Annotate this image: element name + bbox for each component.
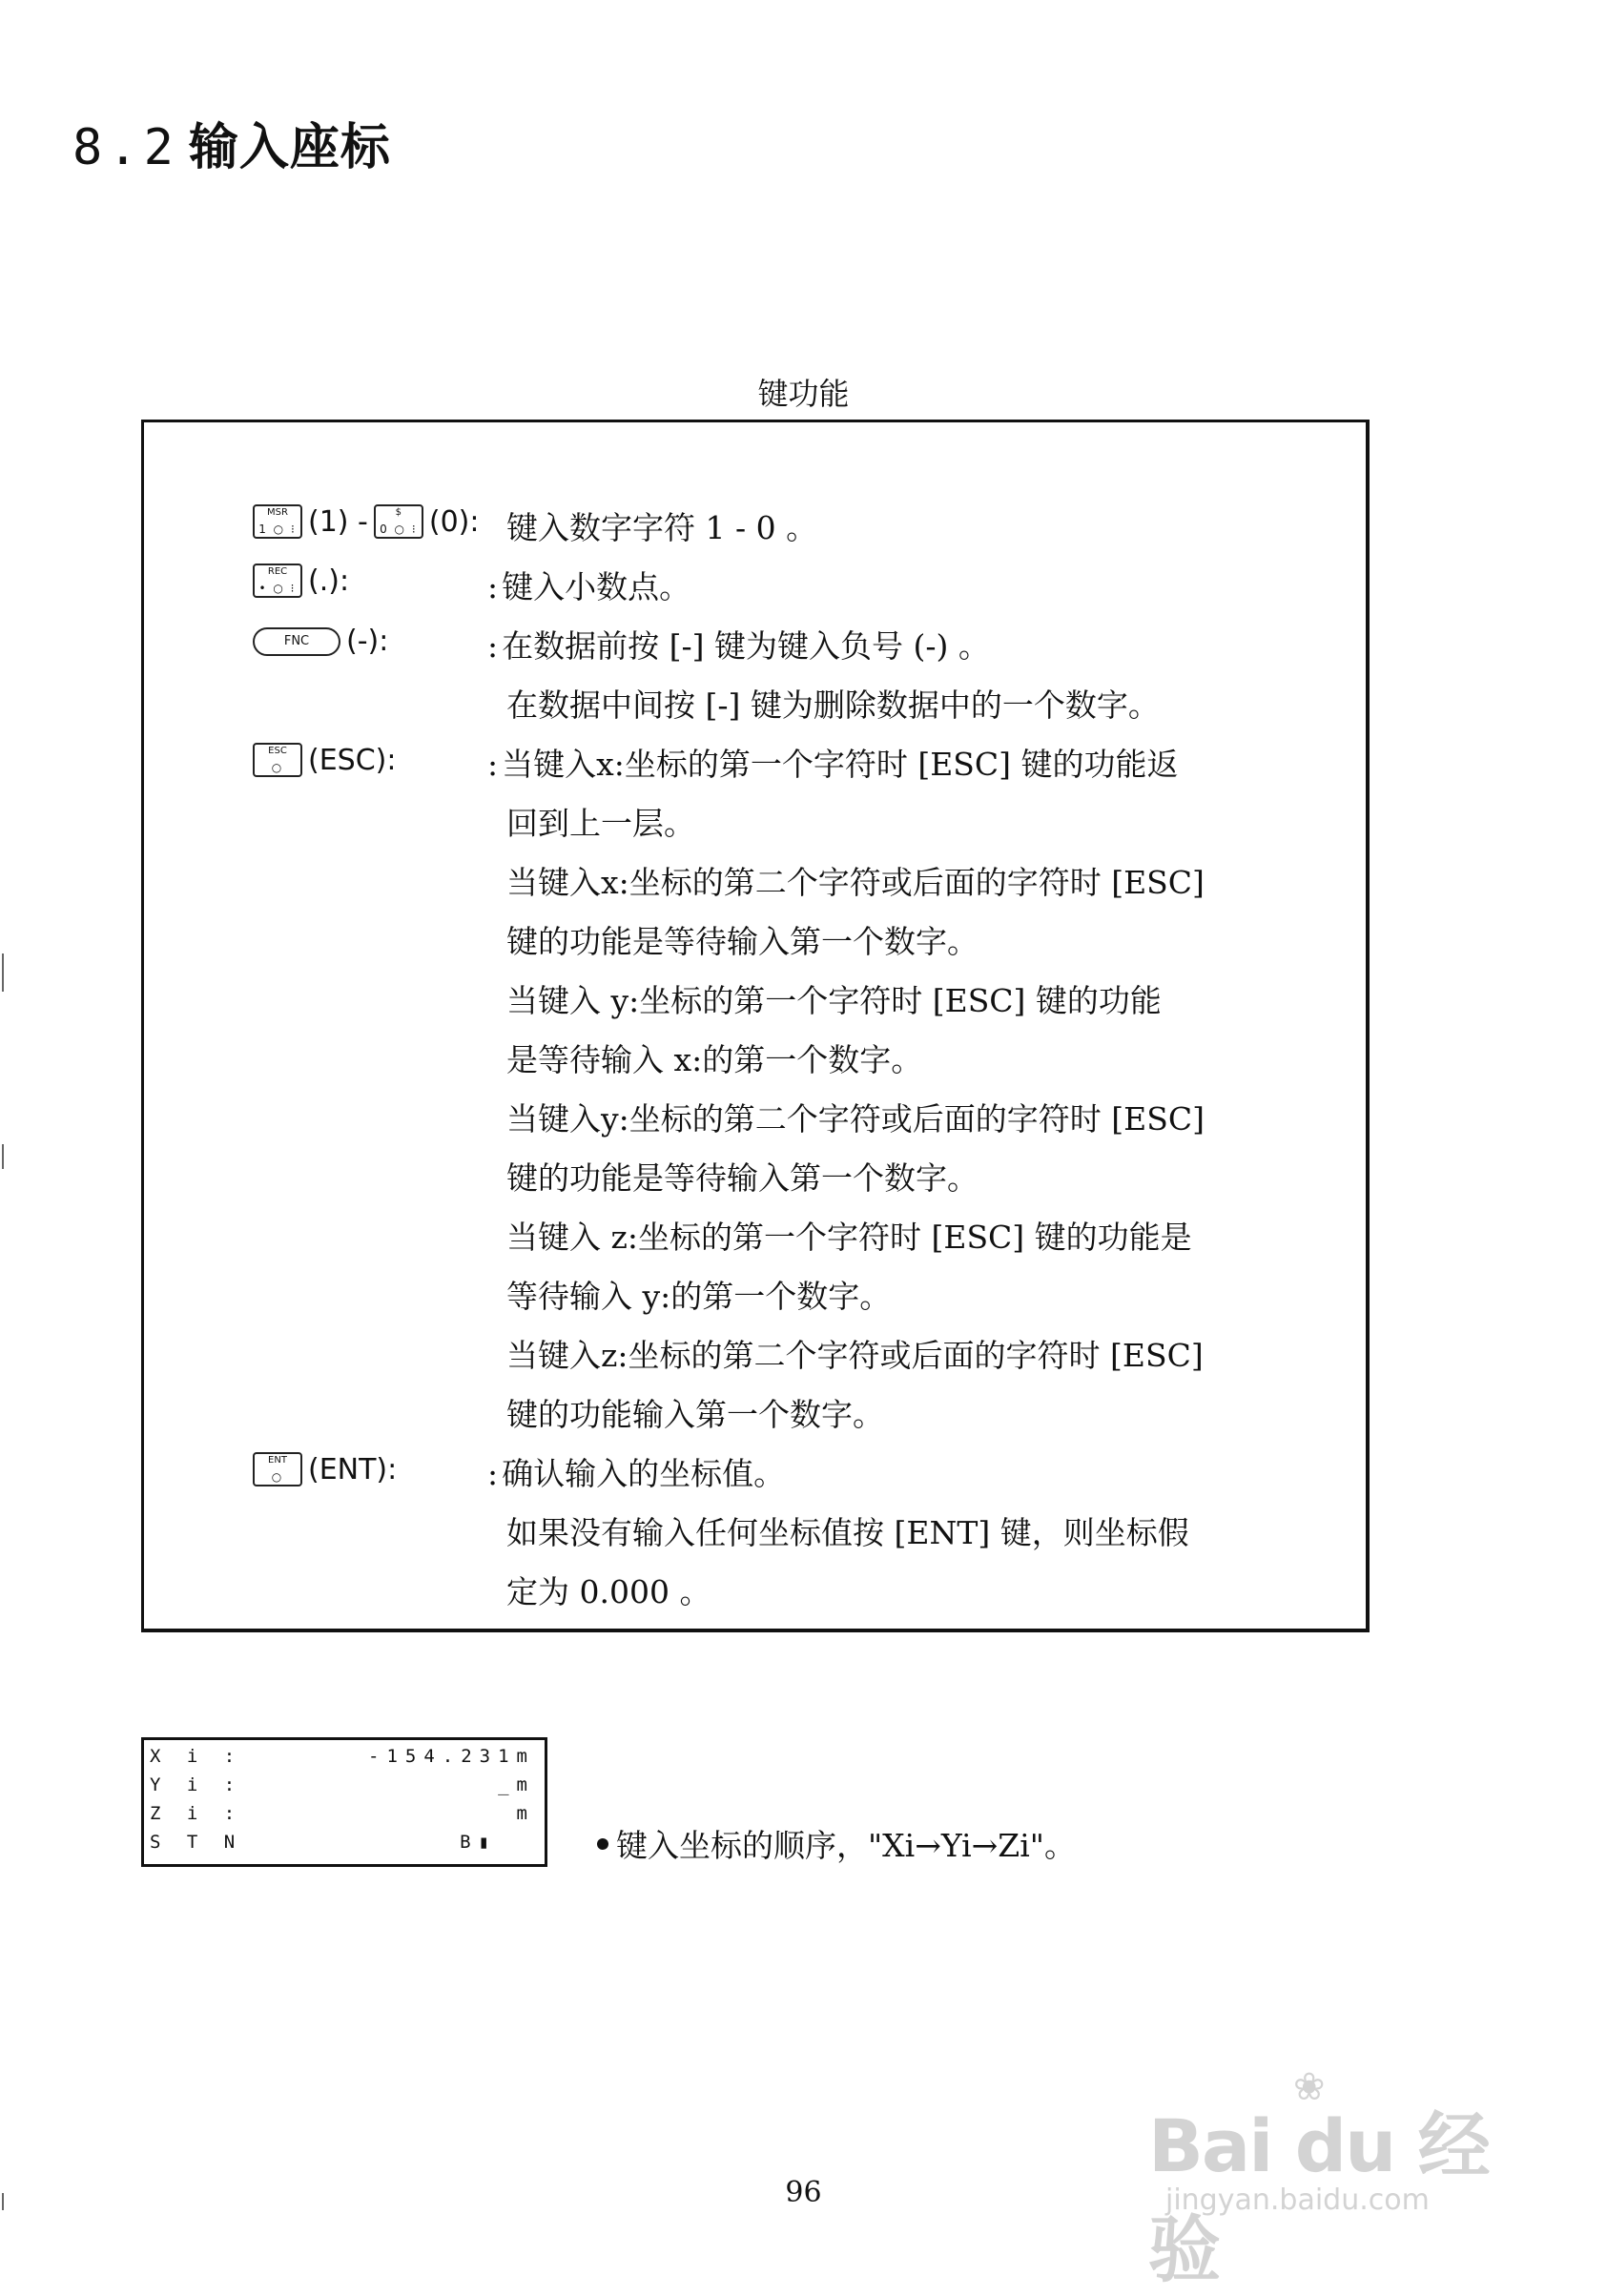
desc-line: 键的功能是等待输入第一个数字。 xyxy=(506,923,979,960)
desc-line: 如果没有输入任何坐标值按 [ENT] 键，则坐标假 xyxy=(506,1514,1189,1551)
key-ent xyxy=(253,1452,397,1486)
key-esc-label: (ESC): xyxy=(308,743,397,777)
lcd-row-xi: X i : -154.231m xyxy=(150,1746,535,1767)
baidu-watermark xyxy=(1148,2065,1530,2292)
key-digits-label-2: (0): xyxy=(428,504,480,539)
desc-line: 键的功能是等待输入第一个数字。 xyxy=(506,1159,979,1197)
key-minus-desc: : 在数据前按 [-] 键为键入负号 (-) 。 在数据中间按 [-] 键为删除数据中的一个数字。 xyxy=(487,617,1327,735)
key-functions-caption: 键功能 xyxy=(757,376,850,412)
watermark-brand: Bai du 经验 xyxy=(1148,2103,1489,2292)
desc-line: 确认输入的坐标值。 xyxy=(502,1455,786,1492)
coordinate-order-note xyxy=(597,1821,1076,1866)
key-decimal-label: (.): xyxy=(308,564,350,598)
section-title-text: 输入座标 xyxy=(188,119,391,176)
desc-line: 当键入z:坐标的第二个字符或后面的字符时 [ESC] xyxy=(506,1337,1204,1374)
desc-line: 等待输入 y:的第一个数字。 xyxy=(506,1278,892,1315)
lcd-row-yi: Y i : _m xyxy=(150,1774,535,1795)
key-esc xyxy=(253,743,396,777)
margin-mark xyxy=(2,1144,4,1169)
msr-key-icon: MSR 1 ○ ⁝ xyxy=(253,504,302,539)
coordinate-order-text: 键入坐标的顺序，"Xi→Yi→Zi"。 xyxy=(616,1827,1076,1864)
key-ent-desc: : 确认输入的坐标值。 如果没有输入任何坐标值按 [ENT] 键，则坐标假 定为 0.000 。 xyxy=(487,1445,1327,1622)
key-digits xyxy=(253,504,479,539)
fnc-key-icon: FNC xyxy=(253,627,340,656)
desc-line: 当键入x:坐标的第二个字符或后面的字符时 [ESC] xyxy=(506,864,1205,901)
key-decimal xyxy=(253,564,349,598)
key-digits-desc xyxy=(506,499,1346,558)
bullet-icon xyxy=(597,1838,608,1850)
desc-line: 当键入x:坐标的第一个字符时 [ESC] 键的功能返 xyxy=(502,746,1179,783)
desc-line: 键入数字字符 1 - 0 。 xyxy=(506,509,818,546)
desc-line: 回到上一层。 xyxy=(506,805,695,842)
key-minus-label: (-): xyxy=(346,625,389,658)
esc-key-icon: ESC ○ xyxy=(253,743,302,777)
lcd-row-stn: S T N B▮ xyxy=(150,1832,497,1853)
key-digits-label-1: (1) - xyxy=(308,504,368,539)
desc-line: 当键入y:坐标的第二个字符或后面的字符时 [ESC] xyxy=(506,1100,1205,1138)
section-number: 8.2 xyxy=(72,119,179,176)
rec-key-icon: REC • ○ ⁝ xyxy=(253,564,302,598)
desc-line: 在数据前按 [-] 键为键入负号 (-) 。 xyxy=(502,627,990,665)
key-decimal-desc: : 键入小数点。 xyxy=(487,568,691,605)
margin-mark xyxy=(2,953,4,992)
key-ent-label: (ENT): xyxy=(308,1452,398,1486)
key-esc-desc: : 当键入x:坐标的第一个字符时 [ESC] 键的功能返 回到上一层。 当键入x:坐标的第二个字符或后面的字符时 [ESC] 键的功能是等待输入第一个数字。 当键入 y:坐标的第一个字符时 [ESC] 键的功能 是等待输入 x:的第一个数字。 当键入y:坐标的第二个字符或后面的字符时 [ESC] 键的功能是等待输入第一个数字。 当键入 z:坐标的第一个字符时 [ESC] 键的功能是 等待输入 y:的第一个数字。 当键入z:坐标的第二个字符或后面的字符时 [ESC] 键的功能输入第一个数字。 xyxy=(487,735,1327,1445)
lcd-row-zi: Z i : m xyxy=(150,1803,535,1824)
zero-key-icon: $ 0 ○ ⁝ xyxy=(374,504,423,539)
section-title xyxy=(72,107,391,178)
desc-line: 在数据中间按 [-] 键为删除数据中的一个数字。 xyxy=(506,687,1160,724)
desc-line: 当键入 z:坐标的第一个字符时 [ESC] 键的功能是 xyxy=(506,1219,1192,1256)
desc-line: 定为 0.000 。 xyxy=(506,1573,711,1610)
lcd-display xyxy=(141,1737,547,1867)
watermark-url: jingyan.baidu.com xyxy=(1165,2183,1430,2217)
margin-mark xyxy=(2,2193,4,2210)
paw-icon: ❀ xyxy=(1293,2065,1326,2109)
ent-key-icon: ENT ○ xyxy=(253,1452,302,1486)
key-minus xyxy=(253,625,388,658)
page-number: 96 xyxy=(785,2176,822,2209)
desc-line: 是等待输入 x:的第一个数字。 xyxy=(506,1041,923,1078)
desc-line: 当键入 y:坐标的第一个字符时 [ESC] 键的功能 xyxy=(506,982,1162,1019)
desc-line: 键的功能输入第一个数字。 xyxy=(506,1396,884,1433)
key-functions-box xyxy=(141,420,1370,1632)
desc-line: 键入小数点。 xyxy=(502,568,691,605)
